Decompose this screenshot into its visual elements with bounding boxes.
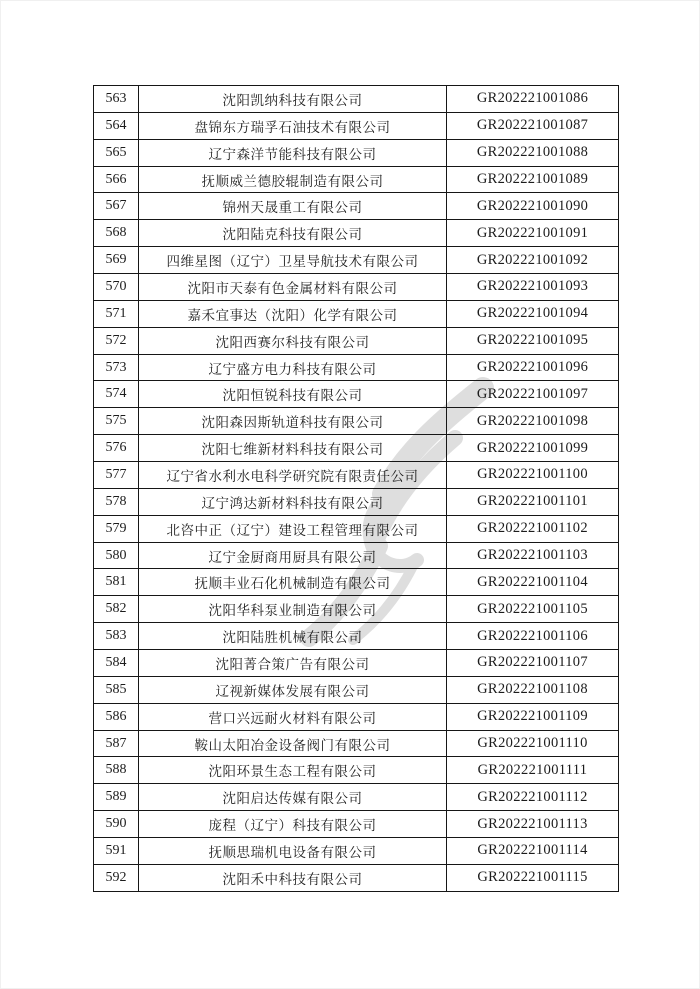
row-company-name: 嘉禾宜事达（沈阳）化学有限公司 <box>139 300 447 327</box>
row-index: 579 <box>94 515 139 542</box>
row-company-name: 盘锦东方瑞孚石油技术有限公司 <box>139 112 447 139</box>
row-certificate-code: GR202221001111 <box>447 757 619 784</box>
row-certificate-code: GR202221001089 <box>447 166 619 193</box>
table-row <box>94 300 619 327</box>
row-index: 565 <box>94 139 139 166</box>
table-row <box>94 757 619 784</box>
row-certificate-code: GR202221001099 <box>447 435 619 462</box>
row-index: 583 <box>94 623 139 650</box>
table-row <box>94 623 619 650</box>
row-company-name: 辽宁省水利水电科学研究院有限责任公司 <box>139 462 447 489</box>
row-company-name: 沈阳森因斯轨道科技有限公司 <box>139 408 447 435</box>
table-row <box>94 515 619 542</box>
row-index: 567 <box>94 193 139 220</box>
row-certificate-code: GR202221001088 <box>447 139 619 166</box>
table-row <box>94 811 619 838</box>
row-company-name: 辽宁鸿达新材料科技有限公司 <box>139 488 447 515</box>
row-certificate-code: GR202221001115 <box>447 864 619 891</box>
row-certificate-code: GR202221001108 <box>447 676 619 703</box>
row-company-name: 鞍山太阳冶金设备阀门有限公司 <box>139 730 447 757</box>
row-certificate-code: GR202221001107 <box>447 650 619 677</box>
row-company-name: 沈阳西赛尔科技有限公司 <box>139 327 447 354</box>
row-company-name: 辽视新媒体发展有限公司 <box>139 676 447 703</box>
row-certificate-code: GR202221001091 <box>447 220 619 247</box>
row-certificate-code: GR202221001112 <box>447 784 619 811</box>
table-row <box>94 354 619 381</box>
row-certificate-code: GR202221001097 <box>447 381 619 408</box>
row-certificate-code: GR202221001094 <box>447 300 619 327</box>
table-row <box>94 596 619 623</box>
row-index: 581 <box>94 569 139 596</box>
row-index: 582 <box>94 596 139 623</box>
row-company-name: 营口兴远耐火材料有限公司 <box>139 703 447 730</box>
row-certificate-code: GR202221001090 <box>447 193 619 220</box>
row-index: 585 <box>94 676 139 703</box>
row-certificate-code: GR202221001101 <box>447 488 619 515</box>
row-index: 592 <box>94 864 139 891</box>
table-row <box>94 381 619 408</box>
row-index: 589 <box>94 784 139 811</box>
company-table <box>93 85 619 892</box>
row-certificate-code: GR202221001110 <box>447 730 619 757</box>
table-row <box>94 435 619 462</box>
table-row <box>94 703 619 730</box>
row-company-name: 沈阳菁合策广告有限公司 <box>139 650 447 677</box>
row-company-name: 沈阳市天泰有色金属材料有限公司 <box>139 274 447 301</box>
row-certificate-code: GR202221001109 <box>447 703 619 730</box>
row-certificate-code: GR202221001092 <box>447 247 619 274</box>
table-row <box>94 462 619 489</box>
row-index: 591 <box>94 838 139 865</box>
row-company-name: 抚顺丰业石化机械制造有限公司 <box>139 569 447 596</box>
row-company-name: 沈阳陆克科技有限公司 <box>139 220 447 247</box>
table-row <box>94 112 619 139</box>
row-certificate-code: GR202221001106 <box>447 623 619 650</box>
row-index: 574 <box>94 381 139 408</box>
row-company-name: 抚顺威兰德胶辊制造有限公司 <box>139 166 447 193</box>
row-index: 576 <box>94 435 139 462</box>
table-row <box>94 327 619 354</box>
company-table-body <box>94 86 619 892</box>
table-row <box>94 650 619 677</box>
row-index: 564 <box>94 112 139 139</box>
row-index: 580 <box>94 542 139 569</box>
row-index: 587 <box>94 730 139 757</box>
row-company-name: 辽宁森洋节能科技有限公司 <box>139 139 447 166</box>
table-row <box>94 274 619 301</box>
table-row <box>94 569 619 596</box>
table-row <box>94 166 619 193</box>
row-certificate-code: GR202221001104 <box>447 569 619 596</box>
table-row <box>94 838 619 865</box>
row-index: 569 <box>94 247 139 274</box>
row-certificate-code: GR202221001103 <box>447 542 619 569</box>
table-row <box>94 542 619 569</box>
row-index: 571 <box>94 300 139 327</box>
row-company-name: 锦州天晟重工有限公司 <box>139 193 447 220</box>
row-company-name: 沈阳禾中科技有限公司 <box>139 864 447 891</box>
row-index: 568 <box>94 220 139 247</box>
row-company-name: 沈阳凯纳科技有限公司 <box>139 86 447 113</box>
row-certificate-code: GR202221001096 <box>447 354 619 381</box>
row-company-name: 沈阳环景生态工程有限公司 <box>139 757 447 784</box>
table-row <box>94 784 619 811</box>
row-certificate-code: GR202221001098 <box>447 408 619 435</box>
row-index: 573 <box>94 354 139 381</box>
row-index: 575 <box>94 408 139 435</box>
row-index: 572 <box>94 327 139 354</box>
row-index: 566 <box>94 166 139 193</box>
row-company-name: 沈阳华科泵业制造有限公司 <box>139 596 447 623</box>
row-index: 563 <box>94 86 139 113</box>
table-row <box>94 86 619 113</box>
row-index: 586 <box>94 703 139 730</box>
row-index: 570 <box>94 274 139 301</box>
row-certificate-code: GR202221001086 <box>447 86 619 113</box>
row-index: 590 <box>94 811 139 838</box>
row-certificate-code: GR202221001102 <box>447 515 619 542</box>
row-certificate-code: GR202221001093 <box>447 274 619 301</box>
row-certificate-code: GR202221001105 <box>447 596 619 623</box>
row-company-name: 辽宁盛方电力科技有限公司 <box>139 354 447 381</box>
table-row <box>94 193 619 220</box>
row-company-name: 庞程（辽宁）科技有限公司 <box>139 811 447 838</box>
row-company-name: 抚顺思瑞机电设备有限公司 <box>139 838 447 865</box>
row-company-name: 沈阳恒锐科技有限公司 <box>139 381 447 408</box>
row-index: 578 <box>94 488 139 515</box>
table-row <box>94 864 619 891</box>
row-company-name: 沈阳七维新材料科技有限公司 <box>139 435 447 462</box>
row-certificate-code: GR202221001100 <box>447 462 619 489</box>
row-company-name: 四维星图（辽宁）卫星导航技术有限公司 <box>139 247 447 274</box>
table-row <box>94 247 619 274</box>
table-row <box>94 408 619 435</box>
table-row <box>94 730 619 757</box>
table-row <box>94 676 619 703</box>
row-company-name: 沈阳启达传媒有限公司 <box>139 784 447 811</box>
table-row <box>94 488 619 515</box>
table-row <box>94 139 619 166</box>
row-certificate-code: GR202221001095 <box>447 327 619 354</box>
row-certificate-code: GR202221001114 <box>447 838 619 865</box>
row-certificate-code: GR202221001087 <box>447 112 619 139</box>
row-index: 588 <box>94 757 139 784</box>
row-certificate-code: GR202221001113 <box>447 811 619 838</box>
table-row <box>94 220 619 247</box>
row-company-name: 沈阳陆胜机械有限公司 <box>139 623 447 650</box>
row-index: 584 <box>94 650 139 677</box>
row-company-name: 北咨中正（辽宁）建设工程管理有限公司 <box>139 515 447 542</box>
row-company-name: 辽宁金厨商用厨具有限公司 <box>139 542 447 569</box>
row-index: 577 <box>94 462 139 489</box>
